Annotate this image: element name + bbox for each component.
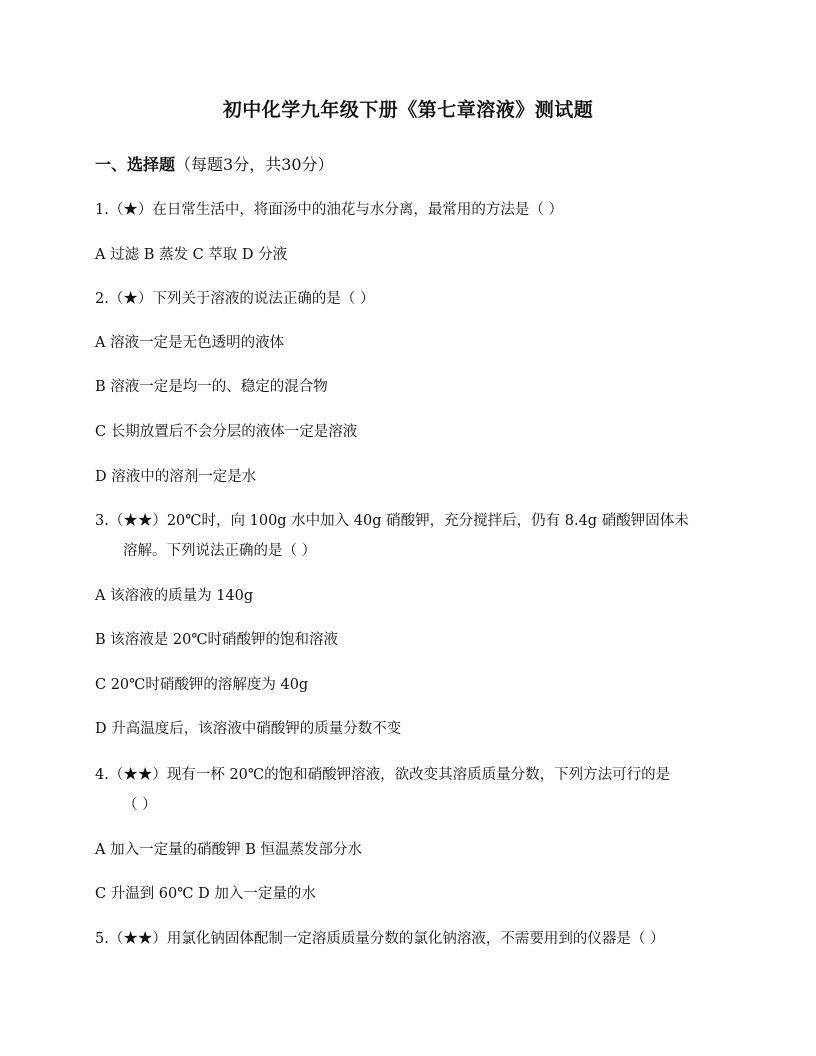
question-3-option-a: A 该溶液的质量为 140g [95, 588, 254, 604]
question-4-stem-line1: 4.（★★）现有一杯 20℃的饱和硝酸钾溶液，欲改变其溶质质量分数，下列方法可行的是 [95, 767, 671, 783]
question-1-stem: 1.（★）在日常生活中，将面汤中的油花与水分离，最常用的方法是（ ） [95, 202, 563, 218]
question-3-option-b: B 该溶液是 20℃时硝酸钾的饱和溶液 [95, 632, 339, 648]
section-note: （每题3分，共30分） [175, 155, 334, 174]
question-4-options-ab: A 加入一定量的硝酸钾 B 恒温蒸发部分水 [95, 842, 362, 858]
question-3-stem-line1: 3.（★★）20℃时，向 100g 水中加入 40g 硝酸钾，充分搅拌后，仍有 8.4g 硝酸钾固体未 [95, 513, 689, 529]
question-4-stem [95, 760, 725, 820]
question-3-option-c: C 20℃时硝酸钾的溶解度为 40g [95, 677, 309, 693]
question-2-option-d: D 溶液中的溶剂一定是水 [95, 469, 257, 485]
question-2-option-a: A 溶液一定是无色透明的液体 [95, 335, 285, 351]
question-4-options-cd: C 升温到 60℃ D 加入一定量的水 [95, 886, 316, 902]
question-5-stem: 5.（★★）用氯化钠固体配制一定溶质质量分数的氯化钠溶液，不需要用到的仪器是（ ） [95, 931, 665, 947]
question-3-stem [95, 506, 725, 566]
question-2-stem: 2.（★）下列关于溶液的说法正确的是（ ） [95, 291, 375, 307]
question-1-options: A 过滤 B 蒸发 C 萃取 D 分液 [95, 247, 288, 263]
question-2-option-c: C 长期放置后不会分层的液体一定是溶液 [95, 424, 358, 440]
question-3-stem-line2: 溶解。下列说法正确的是（ ） [123, 543, 317, 559]
question-4-stem-line2: （ ） [123, 797, 157, 813]
section-heading-choice [95, 152, 334, 175]
question-2-option-b: B 溶液一定是均一的、稳定的混合物 [95, 379, 328, 395]
section-label: 一、选择题 [95, 155, 176, 174]
document-title: 初中化学九年级下册《第七章溶液》测试题 [222, 99, 594, 121]
question-3-option-d: D 升高温度后，该溶液中硝酸钾的质量分数不变 [95, 721, 402, 737]
